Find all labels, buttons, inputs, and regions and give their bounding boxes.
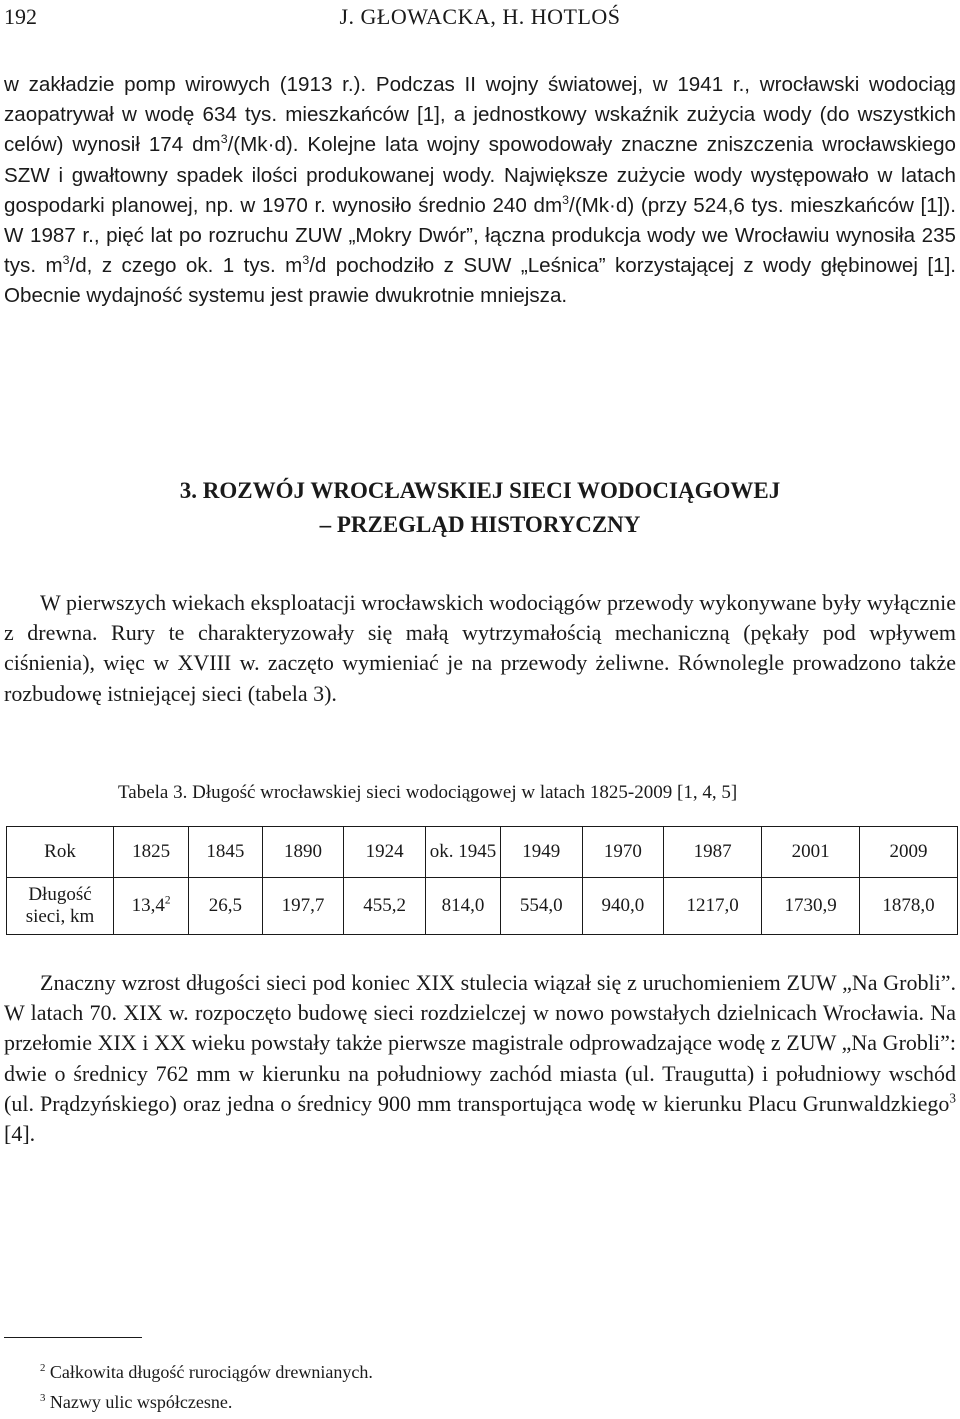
network-length-table <box>6 826 958 935</box>
year-cell: 2009 <box>860 827 958 878</box>
table-caption: Tabela 3. Długość wrocławskiej sieci wodociągowej w latach 1825-2009 [1, 4, 5] <box>118 782 738 803</box>
length-cell: 814,0 <box>425 878 500 935</box>
length-cell: 26,5 <box>189 878 263 935</box>
year-cell: 1987 <box>664 827 762 878</box>
section-title: 3. ROZWÓJ WROCŁAWSKIEJ SIECI WODOCIĄGOWEJ – PRZEGLĄD HISTORYCZNY <box>179 478 781 537</box>
year-cell: 1890 <box>262 827 344 878</box>
year-cell: 1825 <box>114 827 189 878</box>
length-cell: 1730,9 <box>762 878 860 935</box>
row-label-year: Rok <box>7 827 114 878</box>
table-row-years <box>7 827 958 878</box>
table-row-lengths <box>7 878 958 935</box>
length-cell: 197,7 <box>262 878 344 935</box>
length-cell: 13,4$^2$ <box>114 878 189 935</box>
footnote-3: $^3$ Nazwy ulic współczesne. <box>40 1392 233 1412</box>
year-cell: 2001 <box>762 827 860 878</box>
paragraph-network-growth: Znaczny wzrost długości sieci pod koniec XIX stulecia wiązał się z uruchomieniem ZUW „Na Grobli”. W latach 70. XIX w. rozpoczęto budowę sieci rozdzielczej w nowo powstałych dzielnicach Wrocławia. Na przełomie XIX i XX wieku powstały także pierwsze magistrale odprowadzające wodę z ZUW „Na Grobli”: dwie o średnicy 762 mm w kierunku na południowy zachód miasta (ul. Traugutta) i południowy wschód (ul. Prądzyńskiego) oraz jedna o średnicy 900 mm transportująca wodę w kierunku Placu Grunwaldzkiego$^3$ [4]. <box>4 970 956 1147</box>
paragraph-network-history: W pierwszych wiekach eksploatacji wrocławskich wodociągów przewody wykonywane były wyłącznie z drewna. Rury te charakteryzowały się małą wytrzymałością mechaniczną (pękały pod wpływem ciśnienia), więc w XVIII w. zaczęto wymieniać je na przewody żeliwne. Równolegle prowadzono także rozbudowę istniejącej sieci (tabela 3). <box>4 590 956 706</box>
length-cell: 1217,0 <box>664 878 762 935</box>
length-cell: 455,2 <box>344 878 426 935</box>
running-header <box>4 4 956 34</box>
length-cell: 940,0 <box>582 878 664 935</box>
row-label-length: Długość sieci, km <box>7 878 114 935</box>
year-cell: 1845 <box>189 827 263 878</box>
year-cell: 1924 <box>344 827 426 878</box>
length-cell: 1878,0 <box>860 878 958 935</box>
paragraph-water-usage: w zakładzie pomp wirowych (1913 r.). Podczas II wojny światowej, w 1941 r., wrocławski wodociąg zaopatrywał w wodę 634 tys. mieszkańców [1], a jednostkowy wskaźnik zużycia wody (do wszystkich celów) wynosił 174 $dm^3/(Mk\cdot d)$. Kolejne lata wojny spowodowały znaczne zniszczenia wrocławskiego SZW i gwałtowny spadek ilości produkowanej wody. Największe zużycie wody występowało w latach gospodarki planowej, np. w 1970 r. wynosiło średnio 240 $dm^3/(Mk\cdot d)$ (przy 524,6 tys. mieszkańców [1]). W 1987 r., pięć lat po rozruchu ZUW „Mokry Dwór”, łączna produkcja wody we Wrocławiu wynosiła 235 tys. $m^3/d$, z czego ok. 1 tys. $m^3/d$ pochodziło z SUW „Leśnica” korzystającej z wody głębinowej [1]. Obecnie wydajność systemu jest prawie dwukrotnie mniejsza. <box>4 73 957 308</box>
year-cell: ok. 1945 <box>425 827 500 878</box>
footnote-divider <box>4 1337 142 1338</box>
year-cell: 1949 <box>500 827 582 878</box>
year-cell: 1970 <box>582 827 664 878</box>
footnote-2: $^2$ Całkowita długość rurociągów drewnianych. <box>40 1362 373 1382</box>
running-authors: J. GŁOWACKA, H. HOTLOŚ <box>339 4 621 29</box>
page-number: 192 <box>4 4 37 29</box>
length-cell: 554,0 <box>500 878 582 935</box>
